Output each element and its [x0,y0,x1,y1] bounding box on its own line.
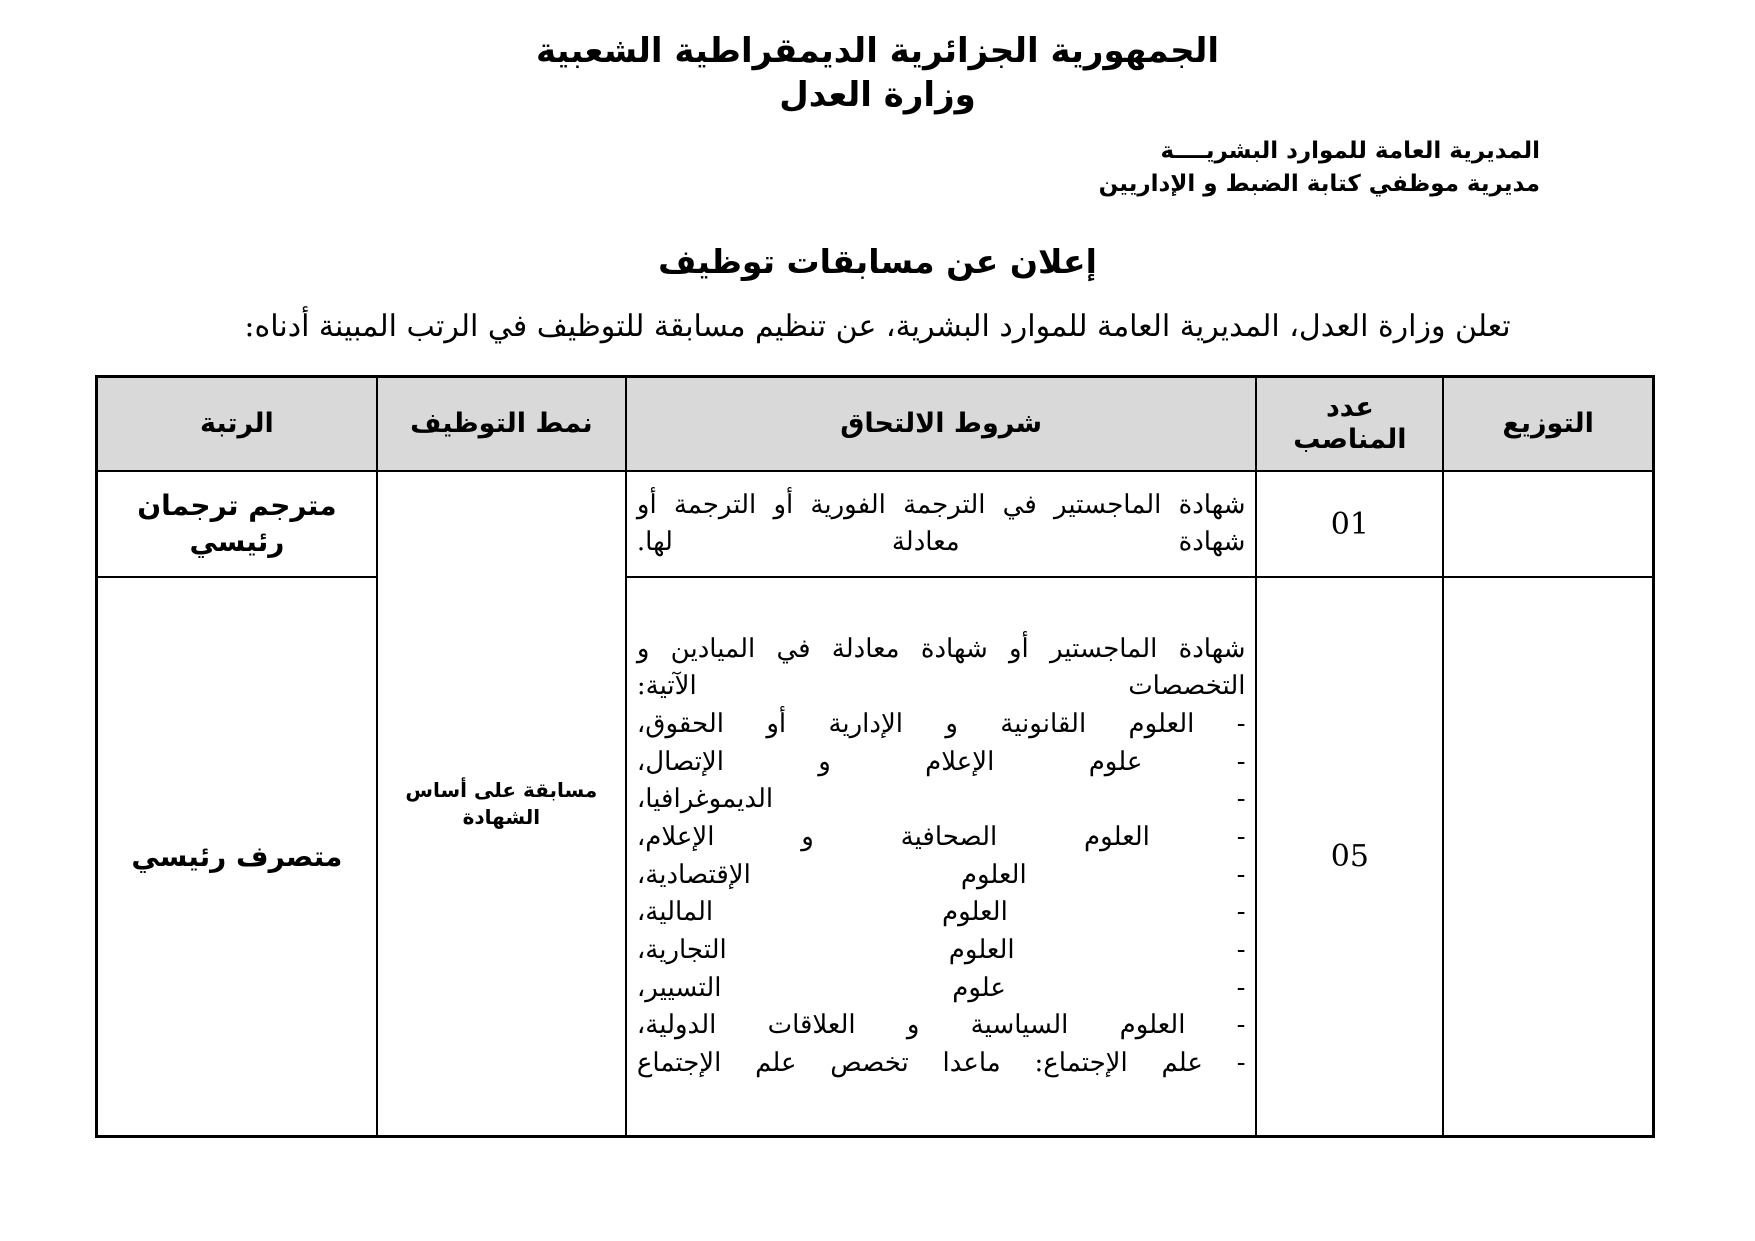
specialization-item: - العلوم المالية، [636,897,1246,928]
table-header [97,377,1654,472]
specialization-item: - علم الإجتماع: ماعدا تخصص علم الإجتماع [636,1048,1246,1079]
specialization-item: - علوم الإعلام و الإتصال، [636,746,1246,777]
directorate-line-2: مديرية موظفي كتابة الضبط و الإداريين [1098,171,1540,198]
specializations-list [637,706,1246,1083]
column-header-posts-line-2: المناصب [1293,424,1407,456]
column-header-distribution: التوزيع [1443,377,1653,472]
specialization-item: - علوم التسيير، [636,972,1246,1003]
cell-posts-count: 05 [1256,577,1443,1137]
positions-table-container [0,375,1755,1138]
column-header-posts [1256,377,1443,472]
cell-rank: مترجم ترجمان رئيسي [97,471,377,577]
cell-conditions [626,577,1257,1137]
column-header-conditions: شروط الالتحاق [626,377,1257,472]
cell-employment-mode: مسابقة على أساس الشهادة [377,471,626,1137]
specialization-item: - العلوم السياسية و العلاقات الدولية، [636,1010,1246,1041]
cell-rank: متصرف رئيسي [97,577,377,1137]
specialization-item: - العلوم الإقتصادية، [636,859,1246,890]
specialization-item: - العلوم التجارية، [636,935,1246,966]
republic-title-line-1: الجمهورية الجزائرية الديمقراطية الشعبية [536,31,1219,71]
specialization-item: - العلوم القانونية و الإدارية أو الحقوق، [636,708,1246,739]
column-header-rank: الرتبة [97,377,377,472]
column-header-mode: نمط التوظيف [377,377,626,472]
directorate-header [0,135,1755,202]
table-header-row [97,377,1654,472]
specialization-item: - العلوم الصحافية و الإعلام، [636,822,1246,853]
table-row [97,471,1654,577]
cell-distribution [1443,577,1653,1137]
cell-conditions [626,471,1257,577]
republic-header [0,0,1755,117]
cell-posts-count: 01 [1256,471,1443,577]
column-header-posts-line-1: عدد [1325,391,1374,423]
conditions-intro-text: شهادة الماجستير أو شهادة معادلة في الميادين و التخصصات الآتية: [636,633,1246,702]
ministry-title-line: وزارة العدل [779,74,976,115]
table-body [97,471,1654,1137]
cell-distribution [1443,471,1653,577]
positions-table [95,375,1655,1138]
announcement-title: إعلان عن مسابقات توظيف [658,241,1097,281]
specialization-item: - الديموغرافيا، [636,784,1246,815]
announcement-intro: تعلن وزارة العدل، المديرية العامة للموارد البشرية، عن تنظيم مسابقة للتوظيف في الرتب المبينة أدناه: [244,308,1511,344]
table-row [97,577,1654,1137]
conditions-intro-text: شهادة الماجستير في الترجمة الفورية أو الترجمة أو شهادة معادلة لها. [636,489,1246,558]
directorate-line-1: المديرية العامة للموارد البشريــــة [1160,138,1540,165]
